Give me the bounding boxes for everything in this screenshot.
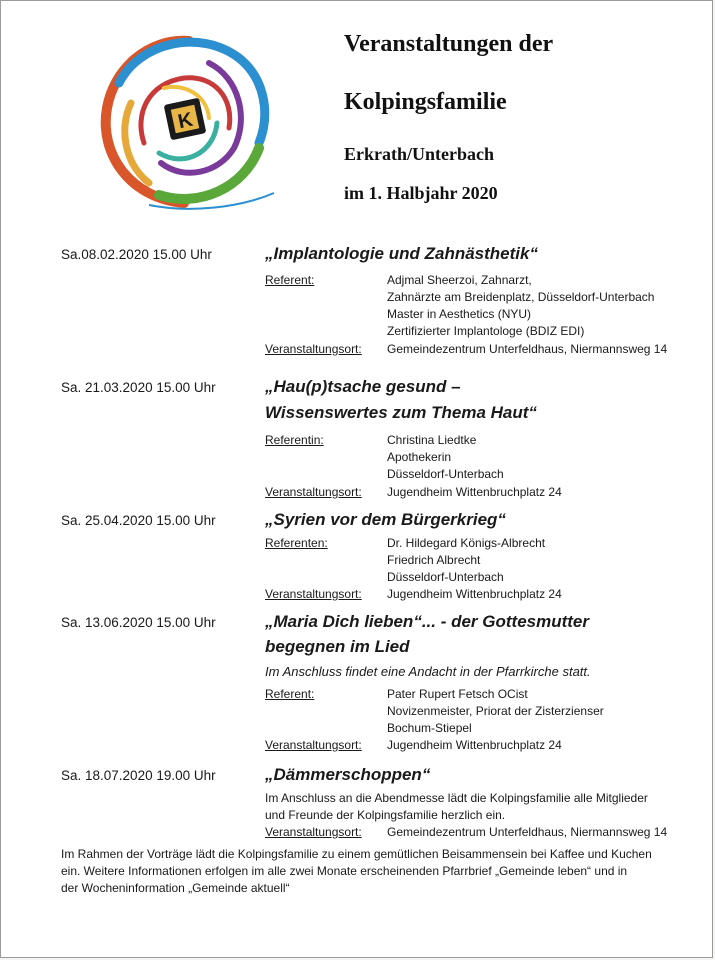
speaker-line: Zahnärzte am Breidenplatz, Düsseldorf-Unterbach [387,290,655,304]
event-description: Im Anschluss an die Abendmesse lädt die Kolpingsfamilie alle Mitglieder [265,791,648,805]
venue-label: Veranstaltungsort: [265,738,362,752]
speaker-label: Referenten: [265,536,328,550]
speaker-label: Referentin: [265,433,324,447]
venue-value: Gemeindezentrum Unterfeldhaus, Niermannsweg 14 [387,825,668,839]
event-date: Sa. 13.06.2020 15.00 Uhr [61,615,216,630]
footer-line: ein. Weitere Informationen erfolgen im alle zwei Monate erscheinenden Pfarrbrief „Gemeinde leben“ und in [61,864,628,878]
speaker-line: Bochum-Stiepel [387,721,472,735]
speaker-line: Düsseldorf-Unterbach [387,467,504,481]
heading-line-1: Veranstaltungen der [344,31,554,57]
event-date: Sa. 21.03.2020 15.00 Uhr [61,380,216,395]
speaker-line: Adjmal Sheerzoi, Zahnarzt, [387,273,532,287]
venue-value: Gemeindezentrum Unterfeldhaus, Niermannsweg 14 [387,342,668,356]
event-title: „Hau(p)tsache gesund – [265,377,461,396]
venue-value: Jugendheim Wittenbruchplatz 24 [387,485,562,499]
heading-line-2: Kolpingsfamilie [344,89,507,115]
speaker-line: Apothekerin [387,450,452,464]
footer-line: der Wocheninformation „Gemeinde aktuell“ [61,881,290,895]
venue-value: Jugendheim Wittenbruchplatz 24 [387,738,562,752]
event-description: und Freunde der Kolpingsfamilie herzlich ein. [265,808,506,822]
heading-line-4: im 1. Halbjahr 2020 [344,183,498,203]
footer-text [61,846,701,897]
venue-label: Veranstaltungsort: [265,825,362,839]
event-title: „Dämmerschoppen“ [265,765,431,784]
footer-line: Im Rahmen der Vorträge lädt die Kolpingsfamilie zu einem gemütlichen Beisammensein bei Kaffee und Kuchen [61,847,652,861]
event-date: Sa. 18.07.2020 19.00 Uhr [61,768,216,783]
event-date: Sa.08.02.2020 15.00 Uhr [61,247,212,262]
speaker-line: Zertifizierter Implantologe (BDIZ EDI) [387,324,585,338]
event-title: begegnen im Lied [265,637,410,656]
event-title: Wissenswertes zum Thema Haut“ [265,403,537,422]
heading-line-3: Erkrath/Unterbach [344,144,494,164]
speaker-line: Dr. Hildegard Königs-Albrecht [387,536,546,550]
speaker-line: Christina Liedtke [387,433,477,447]
speaker-label: Referent: [265,273,315,287]
event-title: „Implantologie und Zahnästhetik“ [265,244,538,263]
event-title: „Maria Dich lieben“... - der Gottesmutter [265,612,590,631]
venue-value: Jugendheim Wittenbruchplatz 24 [387,587,562,601]
speaker-line: Novizenmeister, Priorat der Zisterzienser [387,704,604,718]
speaker-line: Düsseldorf-Unterbach [387,570,504,584]
event-note: Im Anschluss findet eine Andacht in der Pfarrkirche statt. [265,664,591,679]
venue-label: Veranstaltungsort: [265,587,362,601]
event-date: Sa. 25.04.2020 15.00 Uhr [61,513,216,528]
svg-text:K: K [176,108,195,134]
venue-label: Veranstaltungsort: [265,342,362,356]
venue-label: Veranstaltungsort: [265,485,362,499]
kolping-swirl-logo [89,23,279,213]
event-title: „Syrien vor dem Bürgerkrieg“ [265,510,506,529]
speaker-line: Master in Aesthetics (NYU) [387,307,532,321]
speaker-line: Friedrich Albrecht [387,553,481,567]
speaker-line: Pater Rupert Fetsch OCist [387,687,528,701]
speaker-label: Referent: [265,687,315,701]
